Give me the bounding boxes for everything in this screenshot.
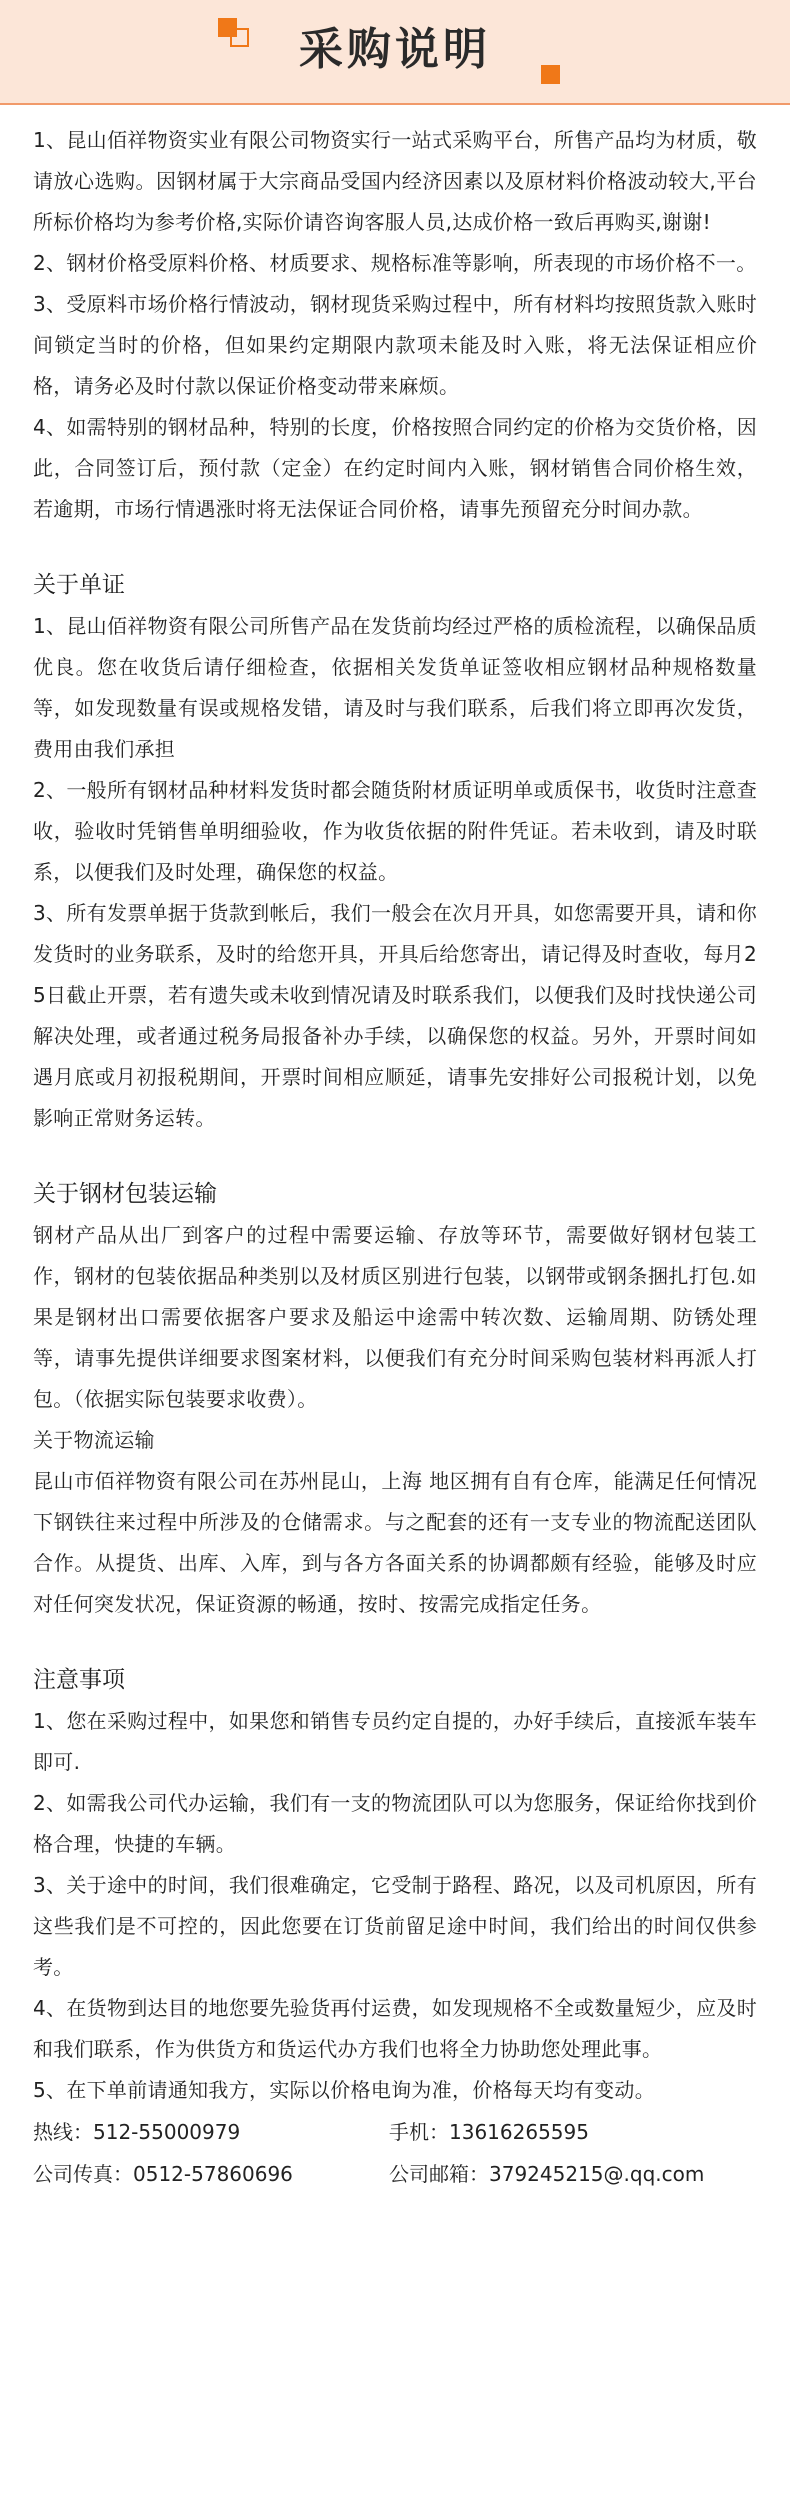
receipts-section <box>0 565 790 1139</box>
intro-paragraph-2: 2、钢材价格受原料价格、材质要求、规格标准等影响，所表现的市场价格不一。 <box>33 251 757 275</box>
intro-paragraph-3: 3、受原料市场价格行情波动，钢材现货采购过程中，所有材料均按照货款入账时间锁定当时的价格，但如果约定期限内款项未能及时入账，将无法保证相应价格，请务必及时付款以保证价格变动带来麻烦。 <box>33 292 757 398</box>
notes-paragraph-3: 3、关于途中的时间，我们很难确定，它受制于路程、路况，以及司机原因，所有这些我们是不可控的，因此您要在订货前留足途中时间，我们给出的时间仅供参考。 <box>33 1873 757 1979</box>
packaging-section <box>0 1174 790 1625</box>
notes-paragraph-2: 2、如需我公司代办运输，我们有一支的物流团队可以为您服务，保证给你找到价格合理，快捷的车辆。 <box>33 1791 757 1856</box>
receipts-title: 关于单证 <box>33 572 125 598</box>
receipts-paragraph-1: 1、昆山佰祥物资有限公司所售产品在发货前均经过严格的质检流程，以确保品质优良。您在收货后请仔细检查，依据相关发货单证签收相应钢材品种规格数量等，如发现数量有误或规格发错，请及时与我们联系，后我们将立即再次发货，费用由我们承担 <box>33 614 757 761</box>
packaging-title: 关于钢材包装运输 <box>33 1181 217 1207</box>
fax-text: 公司传真：0512-57860696 <box>33 2162 293 2186</box>
notes-paragraph-1: 1、您在采购过程中，如果您和销售专员约定自提的，办好手续后，直接派车装车即可. <box>33 1709 757 1774</box>
contact-block <box>0 2111 790 2195</box>
contact-row-1 <box>0 2111 790 2153</box>
logistics-title: 关于物流运输 <box>33 1428 155 1452</box>
receipts-paragraph-2: 2、一般所有钢材品种材料发货时都会随货附材质证明单或质保书，收货时注意查收，验收时凭销售单明细验收，作为收货依据的附件凭证。若未收到，请及时联系，以便我们及时处理，确保您的权益。 <box>33 778 757 884</box>
intro-paragraph-4: 4、如需特别的钢材品种，特别的长度，价格按照合同约定的价格为交货价格，因此，合同签订后，预付款（定金）在约定时间内入账，钢材销售合同价格生效，若逾期，市场行情遇涨时将无法保证合同价格，请事先预留充分时间办款。 <box>33 415 757 521</box>
hotline-text: 热线：512-55000979 <box>33 2120 241 2144</box>
page-title: 采购说明 <box>299 24 491 75</box>
purchase-intro-section <box>0 120 790 530</box>
packaging-paragraph: 钢材产品从出厂到客户的过程中需要运输、存放等环节，需要做好钢材包装工作，钢材的包装依据品种类别以及材质区别进行包装，以钢带或钢条捆扎打包.如果是钢材出口需要依据客户要求及船运中途需中转次数、运输周期、防锈处理等，请事先提供详细要求图案材料，以便我们有充分时间采购包装材料再派人打包。（依据实际包装要求收费）。 <box>33 1223 757 1411</box>
page-header <box>0 0 790 105</box>
intro-paragraph-1: 1、昆山佰祥物资实业有限公司物资实行一站式采购平台，所售产品均为材质，敬请放心选购。因钢材属于大宗商品受国内经济因素以及原材料价格波动较大,平台所标价格均为参考价格,实际价请咨询客服人员,达成价格一致后再购买,谢谢! <box>33 128 757 234</box>
logistics-paragraph: 昆山市佰祥物资有限公司在苏州昆山，上海 地区拥有自有仓库，能满足任何情况下钢铁往来过程中所涉及的仓储需求。与之配套的还有一支专业的物流配送团队合作。从提货、出库、入库，到与各方各面关系的协调都颇有经验，能够及时应对任何突发状况，保证资源的畅通，按时、按需完成指定任务。 <box>33 1469 757 1616</box>
main-content <box>0 120 790 2195</box>
notes-paragraph-5: 5、在下单前请通知我方，实际以价格电询为准，价格每天均有变动。 <box>33 2078 656 2102</box>
notes-section <box>0 1660 790 2111</box>
receipts-paragraph-3: 3、所有发票单据于货款到帐后，我们一般会在次月开具，如您需要开具，请和你发货时的业务联系，及时的给您开具，开具后给您寄出，请记得及时查收，每月25日截止开票，若有遗失或未收到情况请及时联系我们，以便我们及时找快递公司解决处理，或者通过税务局报备补办手续，以确保您的权益。另外，开票时间如遇月底或月初报税期间，开票时间相应顺延，请事先安排好公司报税计划，以免影响正常财务运转。 <box>33 901 757 1130</box>
mobile-text: 手机：13616265595 <box>389 2120 589 2144</box>
notes-paragraph-4: 4、在货物到达目的地您要先验货再付运费，如发现规格不全或数量短少，应及时和我们联系，作为供货方和货运代办方我们也将全力协助您处理此事。 <box>33 1996 757 2061</box>
notes-title: 注意事项 <box>33 1667 125 1693</box>
email-text: 公司邮箱：379245215@.qq.com <box>389 2162 705 2186</box>
contact-row-2 <box>0 2153 790 2195</box>
